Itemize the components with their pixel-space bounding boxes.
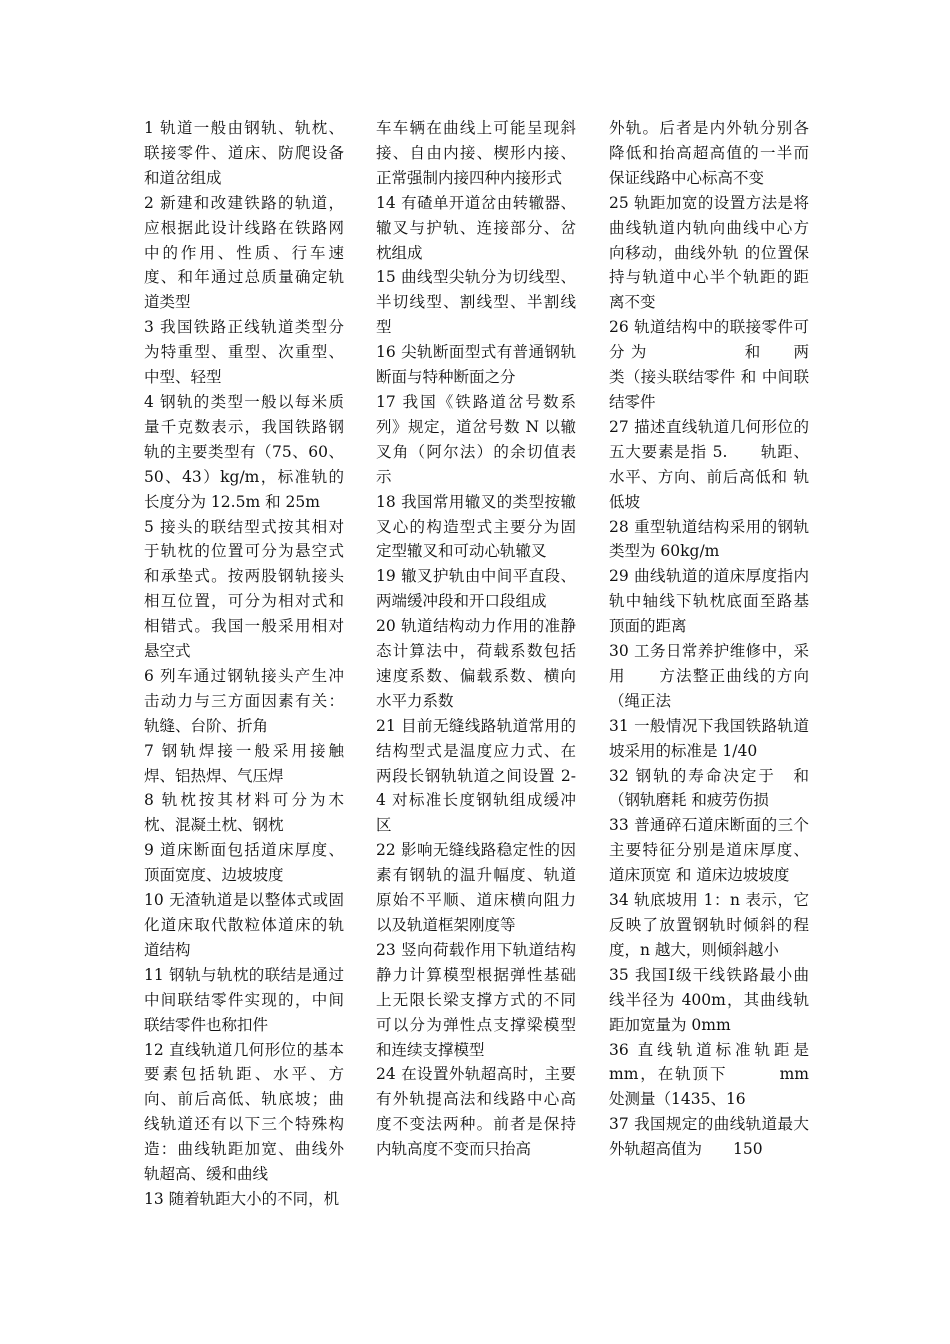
paragraph: 31 一般情况下我国铁路轨道坡采用的标准是 1/40: [609, 716, 809, 760]
paragraph: 28 重型轨道结构采用的钢轨类型为 60kg/m: [609, 517, 809, 561]
paragraph: 10 无渣轨道是以整体式或固化道床取代散粒体道床的轨道结构: [144, 891, 344, 959]
paragraph: 26 轨道结构中的联接零件可 分 为 和 两类（接头联结零件 和 中间联结零件: [609, 318, 809, 411]
text-column-3: [609, 116, 856, 1162]
paragraph: 12 直线轨道几何形位的基本要素包括轨距、水平、方向、前后高低、轨底坡；曲线轨道还有以下三个特殊构造：曲线轨距加宽、曲线外轨超高、缓和曲线: [144, 1040, 344, 1184]
paragraph: 5 接头的联结型式按其相对于轨枕的位置可分为悬空式和承垫式。按两股钢轨接头相互位置，可分为相对式和相错式。我国一般采用相对悬空式: [144, 517, 344, 661]
paragraph: 20 轨道结构动力作用的准静态计算法中，荷载系数包括速度系数、偏载系数、横向水平力系数: [376, 617, 576, 710]
paragraph: 2 新建和改建铁路的轨道，应根据此设计线路在铁路网中的作用、性质、行车速度、和年通过总质量确定轨道类型: [144, 193, 344, 312]
paragraph: 36 直线轨道标准轨距是 mm，在轨顶下 mm 处测量（1435、16: [609, 1040, 841, 1109]
paragraph: 车车辆在曲线上可能呈现斜接、自由内接、楔形内接、正常强制内接四种内接形式: [376, 119, 576, 187]
paragraph: 18 我国常用辙叉的类型按辙叉心的构造型式主要分为固定型辙叉和可动心轨辙叉: [376, 492, 576, 561]
paragraph: 16 尖轨断面型式有普通钢轨断面与特种断面之分: [376, 343, 576, 387]
paragraph: 13 随着轨距大小的不同，机: [144, 1189, 340, 1208]
paragraph: 19 辙叉护轨由中间平直段、两端缓冲段和开口段组成: [376, 567, 576, 611]
paragraph: 35 我国Ⅰ级干线铁路最小曲线半径为 400m，其曲线轨距加宽量为 0mm: [609, 965, 809, 1034]
paragraph: 25 轨距加宽的设置方法是将曲线轨道内轨向曲线中心方向移动，曲线外轨 的位置保持与轨道中心半个轨距的距离不变: [609, 193, 809, 312]
paragraph: 37 我国规定的曲线轨道最大外轨超高值为 150: [609, 1115, 809, 1159]
paragraph: 22 影响无缝线路稳定性的因素有钢轨的温升幅度、轨道原始不平顺、道床横向阻力以及轨道框架刚度等: [376, 841, 576, 934]
paragraph: 8 轨枕按其材料可分为木枕、混凝土枕、钢枕: [144, 791, 344, 835]
text-column-2: [376, 116, 576, 1162]
paragraph: 外轨。后者是内外轨分别各降低和抬高超高值的一半而保证线路中心标高不变: [609, 119, 809, 187]
paragraph: 7 钢轨焊接一般采用接触焊、铝热焊、气压焊: [144, 741, 344, 785]
paragraph: 34 轨底坡用 1：n 表示，它反映了放置钢轨时倾斜的程度，n 越大，则倾斜越小: [609, 891, 809, 959]
paragraph: 1 轨道一般由钢轨、轨枕、联接零件、道床、防爬设备和道岔组成: [144, 119, 344, 187]
paragraph: 23 竖向荷载作用下轨道结构静力计算模型根据弹性基础上无限长梁支撑方式的不同可以分为弹性点支撑梁模型和连续支撑模型: [376, 940, 576, 1059]
paragraph: 32 钢轨的寿命决定于 和 （钢轨磨耗 和疲劳伤损: [609, 766, 856, 810]
paragraph: 29 曲线轨道的道床厚度指内轨中轴线下轨枕底面至路基顶面的距离: [609, 567, 809, 636]
paragraph: 11 钢轨与轨枕的联结是通过中间联结零件实现的，中间联结零件也称扣件: [144, 965, 344, 1034]
paragraph: 17 我国《铁路道岔号数系列》规定，道岔号数 N 以辙叉角（阿尔法）的余切值表示: [376, 392, 576, 486]
paragraph: 14 有碴单开道岔由转辙器、辙叉与护轨、连接部分、岔枕组成: [376, 193, 576, 262]
paragraph: 6 列车通过钢轨接头产生冲击动力与三方面因素有关：轨缝、台阶、折角: [144, 666, 344, 735]
paragraph: 33 普通碎石道床断面的三个主要特征分别是道床厚度、道床顶宽 和 道床边坡坡度: [609, 816, 809, 885]
paragraph: 30 工务日常养护维修中，采用 方法整正曲线的方向（绳正法: [609, 642, 809, 710]
paragraph: 24 在设置外轨超高时，主要有外轨提高法和线路中心高度不变法两种。前者是保持内轨高度不变而只抬高: [376, 1065, 576, 1159]
paragraph: 27 描述直线轨道几何形位的五大要素是指 5. 轨距、水平、方向、前后高低和 轨低坡: [609, 417, 809, 511]
paragraph: 21 目前无缝线路轨道常用的结构型式是温度应力式、在两段长钢轨轨道之间设置 2-4 对标准长度钢轨组成缓冲区: [376, 716, 576, 835]
paragraph: 15 曲线型尖轨分为切线型、半切线型、割线型、半割线型: [376, 268, 576, 337]
paragraph: 9 道床断面包括道床厚度、顶面宽度、边坡坡度: [144, 841, 344, 885]
text-column-1: [144, 116, 344, 1212]
paragraph: 3 我国铁路正线轨道类型分为特重型、重型、次重型、中型、轻型: [144, 318, 344, 387]
paragraph: 4 钢轨的类型一般以每米质量千克数表示，我国铁路钢轨的主要类型有（75、60、50、43）kg/m，标准轨的长度分为 12.5m 和 25m: [144, 392, 344, 511]
